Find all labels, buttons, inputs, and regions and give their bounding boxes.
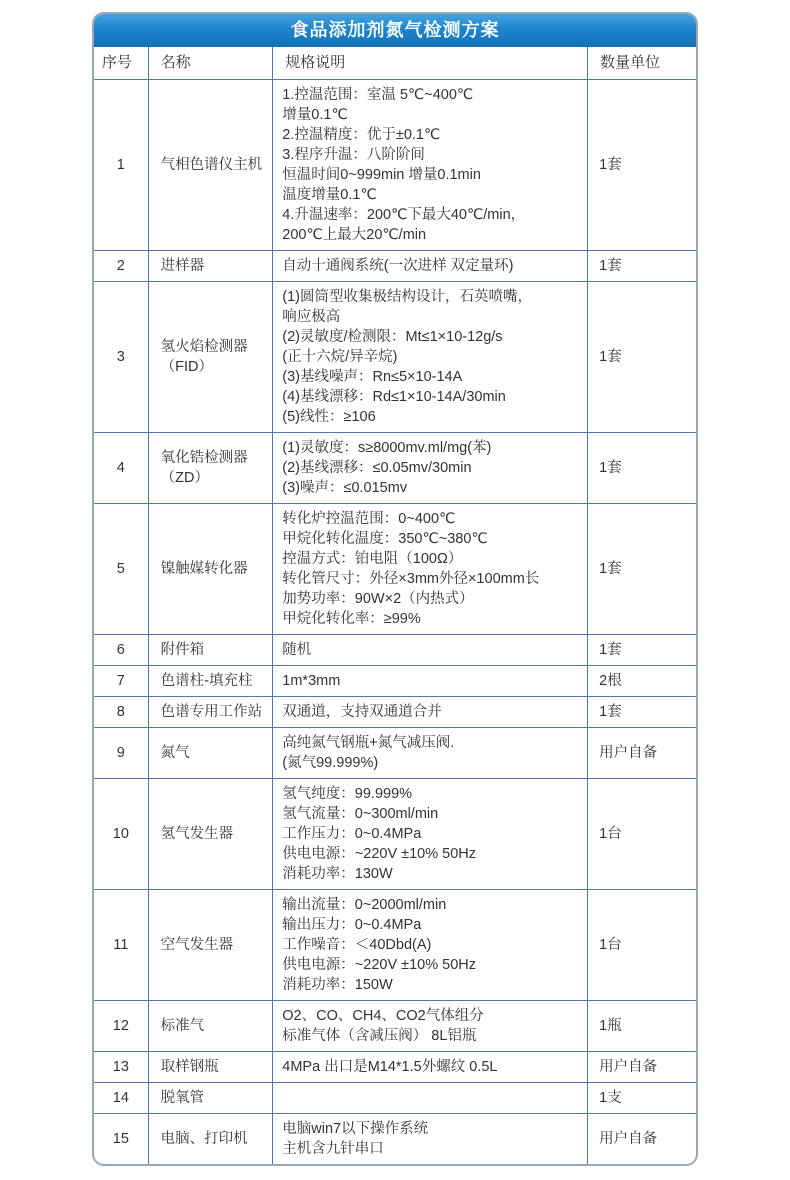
quantity-cell: 2根 — [588, 665, 696, 696]
spec-line: 1.控温范围：室温 5℃~400℃ — [282, 86, 474, 103]
quantity-cell: 1台 — [588, 889, 696, 1000]
item-spec-cell — [273, 665, 588, 696]
spec-line: 随机 — [282, 641, 312, 658]
item-name-cell: 空气发生器 — [148, 889, 273, 1000]
spec-line: 供电电源：~220V ±10% 50Hz — [282, 956, 476, 973]
item-spec-cell — [273, 250, 588, 281]
quantity-cell: 1套 — [588, 503, 696, 634]
table-row — [94, 250, 696, 281]
table-row — [94, 1113, 696, 1164]
spec-line: 200℃上最大20℃/min — [282, 226, 427, 243]
quantity-cell: 用户自备 — [588, 1051, 696, 1082]
spec-line: 工作噪音：＜40Dbd(A) — [282, 936, 432, 953]
item-name-cell: 附件箱 — [148, 634, 273, 665]
spec-line: 高纯氮气钢瓶+氮气减压阀. — [282, 734, 455, 751]
quantity-cell: 1套 — [588, 634, 696, 665]
table-row — [94, 778, 696, 889]
table-row — [94, 79, 696, 250]
item-name-cell: 氢气发生器 — [148, 778, 273, 889]
row-number-cell: 5 — [94, 503, 148, 634]
spec-line: 响应极高 — [282, 308, 341, 325]
spec-line: O2、CO、CH4、CO2气体组分 — [282, 1007, 484, 1024]
spec-line: 4.升温速率：200℃下最大40℃/min， — [282, 206, 526, 223]
spec-line: 输出压力：0~0.4MPa — [282, 916, 422, 933]
table-row — [94, 665, 696, 696]
table-header — [94, 47, 696, 79]
spec-line: 甲烷化转化温度：350℃~380℃ — [282, 530, 488, 547]
row-number-cell: 2 — [94, 250, 148, 281]
item-spec-cell — [273, 1051, 588, 1082]
quantity-cell: 用户自备 — [588, 727, 696, 778]
table-row — [94, 634, 696, 665]
spec-line: (1)圆筒型收集极结构设计，石英喷嘴， — [282, 288, 533, 305]
document-title: 食品添加剂氮气检测方案 — [94, 14, 696, 47]
row-number-cell: 14 — [94, 1082, 148, 1113]
row-number-cell: 1 — [94, 79, 148, 250]
quantity-cell: 1套 — [588, 250, 696, 281]
table-row — [94, 432, 696, 503]
item-name-cell: 取样钢瓶 — [148, 1051, 273, 1082]
table-row — [94, 889, 696, 1000]
row-number-cell: 4 — [94, 432, 148, 503]
spec-line: 4MPa 出口是M14*1.5外螺纹 0.5L — [282, 1058, 498, 1075]
spec-line: 氢气流量：0~300ml/min — [282, 805, 439, 822]
spec-line: 甲烷化转化率：≥99% — [282, 610, 421, 627]
spec-line: 工作压力：0~0.4MPa — [282, 825, 422, 842]
item-spec-cell — [273, 778, 588, 889]
spec-line: 1m*3mm — [282, 672, 341, 689]
spec-line: 主机含九针串口 — [282, 1140, 384, 1157]
row-number-cell: 8 — [94, 696, 148, 727]
spec-line: 自动十通阀系统(一次进样 双定量环) — [282, 257, 514, 274]
quantity-cell: 1套 — [588, 79, 696, 250]
spec-line: (氮气99.999%) — [282, 754, 379, 771]
column-header-spec: 规格说明 — [273, 47, 588, 79]
spec-line: 控温方式：铂电阻（100Ω） — [282, 550, 463, 567]
row-number-cell: 12 — [94, 1000, 148, 1051]
table-row — [94, 1051, 696, 1082]
spec-line: 3.程序升温：八阶阶间 — [282, 146, 425, 163]
spec-line: 氢气纯度：99.999% — [282, 785, 413, 802]
spec-line: 恒温时间0~999min 增量0.1min — [282, 166, 481, 183]
quantity-cell: 1台 — [588, 778, 696, 889]
table-row — [94, 727, 696, 778]
row-number-cell: 9 — [94, 727, 148, 778]
spec-line: (2)灵敏度/检测限：Mt≤1×10-12g/s — [282, 328, 503, 345]
item-spec-cell — [273, 1082, 588, 1113]
spec-line: 电脑win7以下操作系统 — [282, 1120, 429, 1137]
item-name-cell: 色谱柱-填充柱 — [148, 665, 273, 696]
spec-line: 温度增量0.1℃ — [282, 186, 377, 203]
table-row — [94, 1000, 696, 1051]
quantity-cell: 1支 — [588, 1082, 696, 1113]
item-name-cell: 脱氧管 — [148, 1082, 273, 1113]
spec-line: (4)基线漂移：Rd≤1×10-14A/30min — [282, 388, 506, 405]
spec-line: 供电电源：~220V ±10% 50Hz — [282, 845, 476, 862]
row-number-cell: 11 — [94, 889, 148, 1000]
spec-line: (3)噪声：≤0.015mv — [282, 479, 408, 496]
spec-table — [94, 47, 696, 1164]
row-number-cell: 10 — [94, 778, 148, 889]
item-name-cell: 电脑、打印机 — [148, 1113, 273, 1164]
item-spec-cell — [273, 696, 588, 727]
quantity-cell: 1套 — [588, 281, 696, 432]
quantity-cell: 1套 — [588, 432, 696, 503]
spec-line: 转化管尺寸：外径×3mm外径×100mm长 — [282, 570, 540, 587]
spec-line: (正十六烷/异辛烷) — [282, 348, 398, 365]
item-spec-cell — [273, 727, 588, 778]
row-number-cell: 7 — [94, 665, 148, 696]
item-spec-cell — [273, 503, 588, 634]
item-spec-cell — [273, 432, 588, 503]
item-name-cell: 标准气 — [148, 1000, 273, 1051]
spec-line: 转化炉控温范围：0~400℃ — [282, 510, 456, 527]
spec-table-body — [94, 79, 696, 1164]
spec-line: (3)基线噪声：Rn≤5×10-14A — [282, 368, 463, 385]
item-spec-cell — [273, 79, 588, 250]
spec-line: (5)线性：≥106 — [282, 408, 376, 425]
spec-line: 增量0.1℃ — [282, 106, 348, 123]
table-row — [94, 1082, 696, 1113]
spec-line: (1)灵敏度：s≥8000mv.ml/mg(苯) — [282, 439, 492, 456]
item-name-cell: 氧化锆检测器（ZD） — [148, 432, 273, 503]
quantity-cell: 1瓶 — [588, 1000, 696, 1051]
spec-line: 输出流量：0~2000ml/min — [282, 896, 447, 913]
spec-line: 2.控温精度：优于±0.1℃ — [282, 126, 441, 143]
item-name-cell: 色谱专用工作站 — [148, 696, 273, 727]
item-name-cell: 氢火焰检测器（FID） — [148, 281, 273, 432]
row-number-cell: 13 — [94, 1051, 148, 1082]
quantity-cell: 1套 — [588, 696, 696, 727]
header-row — [94, 47, 696, 79]
column-header-qty: 数量单位 — [588, 47, 696, 79]
column-header-name: 名称 — [148, 47, 273, 79]
spec-sheet — [92, 12, 698, 1166]
row-number-cell: 15 — [94, 1113, 148, 1164]
spec-line: 加势功率：90W×2（内热式） — [282, 590, 474, 607]
item-name-cell: 进样器 — [148, 250, 273, 281]
spec-line: (2)基线漂移：≤0.05mv/30min — [282, 459, 472, 476]
item-spec-cell — [273, 1000, 588, 1051]
item-name-cell: 镍触媒转化器 — [148, 503, 273, 634]
quantity-cell: 用户自备 — [588, 1113, 696, 1164]
item-name-cell: 氮气 — [148, 727, 273, 778]
row-number-cell: 6 — [94, 634, 148, 665]
column-header-no: 序号 — [94, 47, 148, 79]
table-row — [94, 281, 696, 432]
spec-line: 消耗功率：130W — [282, 865, 393, 882]
table-row — [94, 503, 696, 634]
item-spec-cell — [273, 889, 588, 1000]
row-number-cell: 3 — [94, 281, 148, 432]
item-spec-cell — [273, 1113, 588, 1164]
spec-line: 消耗功率：150W — [282, 976, 393, 993]
spec-line: 双通道，支持双通道合并 — [282, 703, 442, 720]
table-row — [94, 696, 696, 727]
item-name-cell: 气相色谱仪主机 — [148, 79, 273, 250]
spec-line: 标准气体（含减压阀） 8L铝瓶 — [282, 1027, 477, 1044]
item-spec-cell — [273, 281, 588, 432]
item-spec-cell — [273, 634, 588, 665]
